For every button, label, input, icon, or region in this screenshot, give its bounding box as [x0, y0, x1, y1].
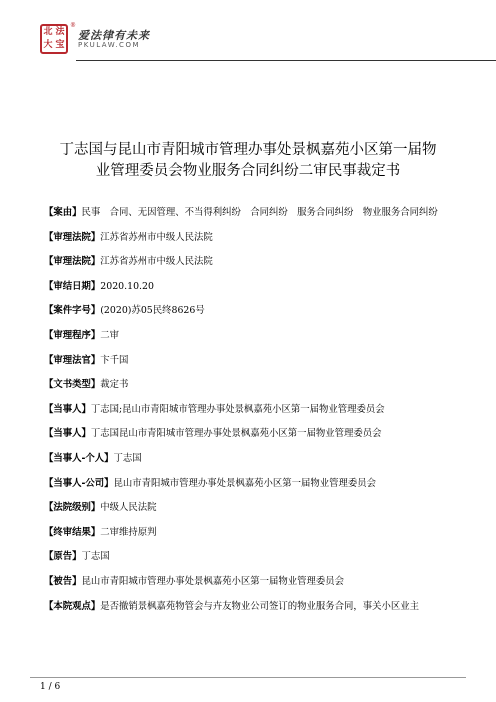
- logo-char: 大: [43, 40, 53, 50]
- logo-char: 北: [43, 27, 53, 37]
- field-label: 【文书类型】: [44, 379, 101, 391]
- field-court-level: [44, 500, 454, 516]
- field-parties: [44, 402, 454, 418]
- field-label: 【审结日期】: [44, 280, 101, 292]
- footer-divider: [30, 677, 466, 678]
- field-value: 二审: [100, 329, 120, 341]
- field-label: 【审理程序】: [44, 329, 101, 341]
- field-value: 中级人民法院: [100, 502, 157, 514]
- field-label: 【终审结果】: [44, 526, 101, 538]
- page-number: 1 / 6: [40, 682, 61, 692]
- registered-mark-icon: ®: [70, 22, 76, 29]
- header-divider: [76, 60, 496, 61]
- field-value: 昆山市青阳城市管理办事处景枫嘉苑小区第一届物业管理委员会: [81, 575, 345, 587]
- field-party-company: [44, 476, 454, 492]
- brand-slogan: 爱法律有未来: [78, 29, 150, 42]
- field-value: 民事 合同、无因管理、不当得利纠纷 合同纠纷 服务合同纠纷 物业服务合同纠纷: [81, 207, 438, 218]
- document-title: [30, 140, 466, 182]
- field-value: 丁志国昆山市青阳城市管理办事处景枫嘉苑小区第一届物业管理委员会: [90, 428, 382, 440]
- field-court-opinion: [44, 599, 454, 615]
- field-label: 【被告】: [44, 575, 82, 587]
- field-defendant: [44, 574, 454, 590]
- field-value: 二审维持原判: [100, 526, 157, 538]
- field-value: (2020)苏05民终8626号: [100, 305, 205, 317]
- field-label: 【当事人】: [44, 428, 91, 440]
- field-judge: [44, 353, 454, 369]
- field-label: 【当事人-个人】: [44, 452, 114, 464]
- field-label: 【审理法院】: [44, 256, 101, 268]
- field-value: 卞千国: [100, 354, 129, 366]
- field-final-result: [44, 525, 454, 541]
- field-parties: [44, 426, 454, 442]
- field-value: 昆山市青阳城市管理办事处景枫嘉苑小区第一届物业管理委员会: [113, 477, 377, 489]
- field-case-number: [44, 303, 454, 319]
- field-court: [44, 254, 454, 270]
- field-label: 【审理法院】: [44, 231, 101, 243]
- case-fields: [44, 205, 454, 623]
- field-value: 是否撤销景枫嘉苑物管会与卉友物业公司签订的物业服务合同，事关小区业主: [100, 600, 420, 612]
- field-value: 丁志国: [113, 452, 142, 464]
- field-label: 【案件字号】: [44, 305, 101, 317]
- logo-char: 法: [55, 27, 65, 37]
- pkulaw-logo-seal: [40, 24, 68, 54]
- field-label: 【当事人-公司】: [44, 477, 114, 489]
- title-line-1: 丁志国与昆山市青阳城市管理办事处景枫嘉苑小区第一届物: [59, 142, 437, 158]
- field-value: 江苏省苏州市中级人民法院: [100, 256, 213, 268]
- field-court: [44, 230, 454, 246]
- header: [40, 24, 460, 64]
- field-document-type: [44, 377, 454, 393]
- field-procedure: [44, 328, 454, 344]
- field-label: 【案由】: [44, 207, 82, 218]
- site-url: PKULAW.COM: [78, 41, 140, 49]
- field-label: 【原告】: [44, 551, 82, 563]
- field-label: 【法院级别】: [44, 502, 101, 514]
- field-closing-date: [44, 279, 454, 295]
- field-party-individual: [44, 451, 454, 467]
- field-value: 2020.10.20: [100, 280, 154, 292]
- field-label: 【审理法官】: [44, 354, 101, 366]
- logo-char: 宝: [55, 40, 65, 50]
- field-value: 江苏省苏州市中级人民法院: [100, 231, 213, 243]
- field-label: 【当事人】: [44, 403, 91, 415]
- field-value: 裁定书: [100, 379, 129, 391]
- title-line-2: 业管理委员会物业服务合同纠纷二审民事裁定书: [95, 163, 401, 179]
- field-value: 丁志国: [81, 551, 110, 563]
- field-plaintiff: [44, 549, 454, 565]
- field-value: 丁志国;昆山市青阳城市管理办事处景枫嘉苑小区第一届物业管理委员会: [90, 403, 385, 415]
- field-label: 【本院观点】: [44, 600, 101, 612]
- field-case-cause: [44, 205, 454, 221]
